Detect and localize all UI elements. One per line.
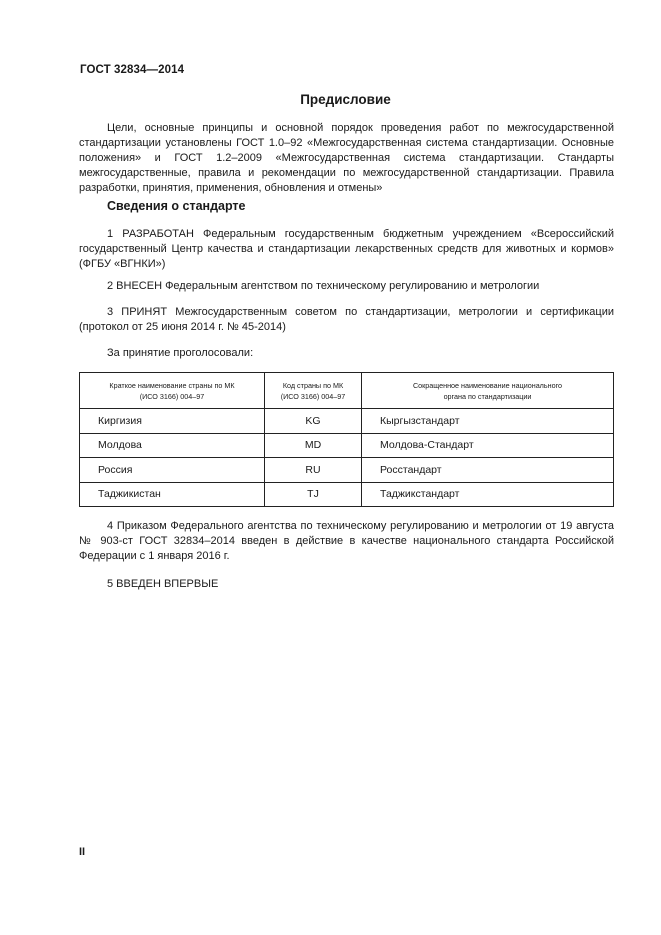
code-cell: MD — [265, 433, 362, 458]
standard-code: ГОСТ 32834—2014 — [80, 64, 185, 76]
info-item-5: 5 ВВЕДЕН ВПЕРВЫЕ — [107, 578, 219, 590]
header-line: (ИСО 3166) 004–97 — [280, 391, 346, 401]
body-cell: Таджикстандарт — [362, 482, 614, 507]
code-cell: KG — [265, 409, 362, 434]
info-item-4: 4 Приказом Федерального агентства по техническому регулированию и метрологии от 19 августа № 903-ст ГОСТ 32834–2014 введен в действие в качестве национального стандарта Российской Федерации с 1 января 2016 г. — [79, 520, 614, 562]
header-line: Код страны по МК — [282, 380, 344, 390]
table-row — [80, 433, 614, 458]
table-row — [80, 482, 614, 507]
body-cell: Росстандарт — [362, 458, 614, 483]
code-cell: TJ — [265, 482, 362, 507]
body-cell: Кыргызстандарт — [362, 409, 614, 434]
header-line: (ИСО 3166) 004–97 — [139, 391, 205, 401]
header-line: органа по стандартизации — [443, 391, 532, 401]
table-row — [80, 409, 614, 434]
info-item-2: 2 ВНЕСЕН Федеральным агентством по техническому регулированию и метрологии — [107, 280, 540, 292]
country-cell: Таджикистан — [80, 482, 265, 507]
country-cell: Киргизия — [80, 409, 265, 434]
table-row — [80, 458, 614, 483]
body-cell: Молдова-Стандарт — [362, 433, 614, 458]
info-item-1: 1 РАЗРАБОТАН Федеральным государственным бюджетным учреждением «Всероссийский государственный Центр качества и стандартизации лекарственных средств для животных и кормов» (ФГБУ «ВГНКИ») — [79, 228, 614, 270]
table-header-country — [80, 373, 265, 409]
header-line: Краткое наименование страны по МК — [109, 380, 235, 390]
foreword-text: Цели, основные принципы и основной порядок проведения работ по межгосударственной стандартизации установлены ГОСТ 1.0–92 «Межгосударственная система стандартизации. Основные положения» и ГОСТ 1.2–2009 «Межгосударственная система стандартизации. Стандарты межгосударственные, правила и рекомендации по межгосударственной стандартизации. Правила разработки, принятия, применения, обновления и отмены» — [79, 122, 614, 194]
info-title: Сведения о стандарте — [107, 199, 246, 213]
header-line: Сокращенное наименование национального — [412, 380, 563, 390]
foreword-title: Предисловие — [300, 92, 391, 107]
code-cell: RU — [265, 458, 362, 483]
info-item-3: 3 ПРИНЯТ Межгосударственным советом по стандартизации, метрологии и сертификации (протокол от 25 июня 2014 г. № 45-2014) — [79, 306, 614, 333]
table-header-code — [265, 373, 362, 409]
voting-table — [79, 372, 614, 507]
table-header-row — [80, 373, 614, 409]
table-header-body — [362, 373, 614, 409]
voted-label: За принятие проголосовали: — [107, 347, 254, 359]
country-cell: Молдова — [80, 433, 265, 458]
country-cell: Россия — [80, 458, 265, 483]
page-number: II — [79, 846, 86, 858]
